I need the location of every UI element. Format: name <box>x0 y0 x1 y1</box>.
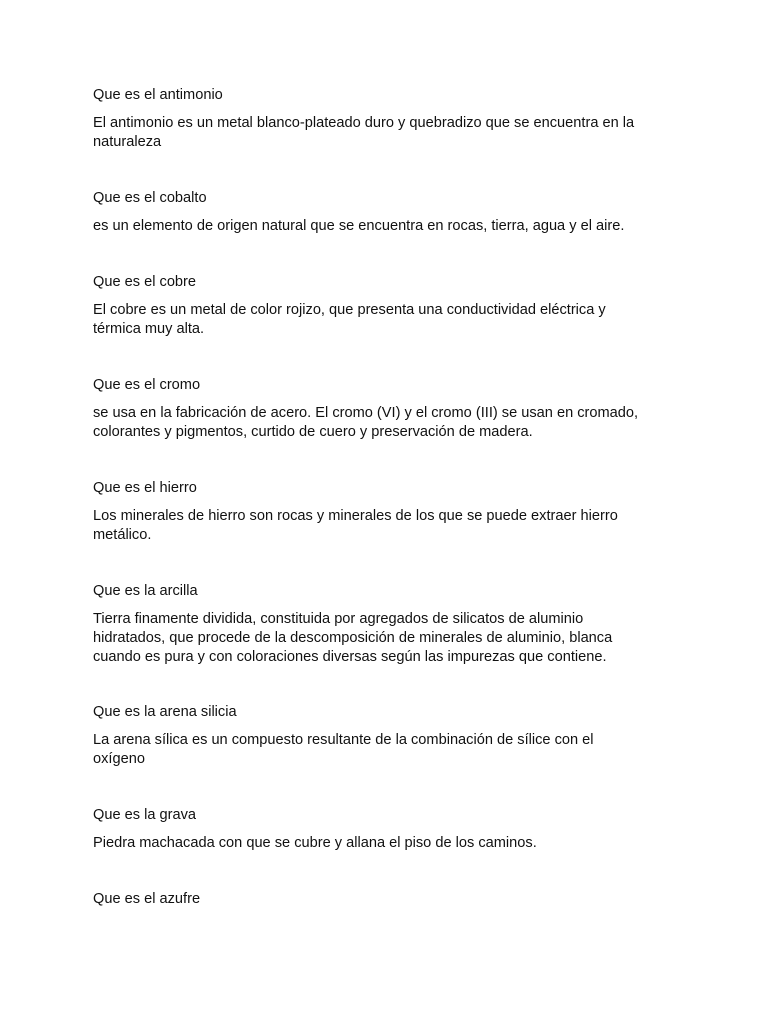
entry-cobalto <box>93 189 678 236</box>
answer-text: Tierra finamente dividida, constituida por agregados de silicatos de aluminio hidratados, que procede de la descomposición de minerales de aluminio, blanca cuando es pura y con coloraciones diversas según las impurezas que contiene. <box>93 611 613 665</box>
spacer <box>93 339 678 376</box>
entry-cobre <box>93 273 678 339</box>
spacer <box>93 236 678 273</box>
entry-hierro <box>93 479 678 545</box>
spacer <box>93 853 678 890</box>
spacer <box>93 545 678 582</box>
question-heading: Que es el azufre <box>93 891 201 907</box>
question-heading: Que es el hierro <box>93 480 197 496</box>
entry-azufre <box>93 890 678 909</box>
answer-text: Piedra machacada con que se cubre y allana el piso de los caminos. <box>93 835 537 851</box>
entry-arcilla <box>93 582 678 667</box>
answer-text: El antimonio es un metal blanco-plateado duro y quebradizo que se encuentra en la naturaleza <box>93 115 635 150</box>
question-heading: Que es el cromo <box>93 377 201 393</box>
entry-grava <box>93 806 678 853</box>
entry-arena-silicia <box>93 703 678 769</box>
answer-text: es un elemento de origen natural que se encuentra en rocas, tierra, agua y el aire. <box>93 218 625 234</box>
entry-antimonio <box>93 86 678 152</box>
question-heading: Que es el cobre <box>93 274 197 290</box>
spacer <box>93 667 678 703</box>
spacer <box>93 152 678 189</box>
spacer <box>93 442 678 479</box>
question-heading: Que es la arcilla <box>93 583 198 599</box>
answer-text: El cobre es un metal de color rojizo, que presenta una conductividad eléctrica y térmica muy alta. <box>93 302 606 337</box>
question-heading: Que es el antimonio <box>93 87 223 103</box>
spacer <box>93 769 678 806</box>
question-heading: Que es la grava <box>93 807 197 823</box>
answer-text: Los minerales de hierro son rocas y minerales de los que se puede extraer hierro metálico. <box>93 508 618 543</box>
answer-text: La arena sílica es un compuesto resultante de la combinación de sílice con el oxígeno <box>93 732 594 767</box>
question-heading: Que es la arena silicia <box>93 704 237 720</box>
question-heading: Que es el cobalto <box>93 190 207 206</box>
answer-text: se usa en la fabricación de acero. El cromo (VI) y el cromo (III) se usan en cromado, colorantes y pigmentos, curtido de cuero y preservación de madera. <box>93 405 639 440</box>
entry-cromo <box>93 376 678 442</box>
